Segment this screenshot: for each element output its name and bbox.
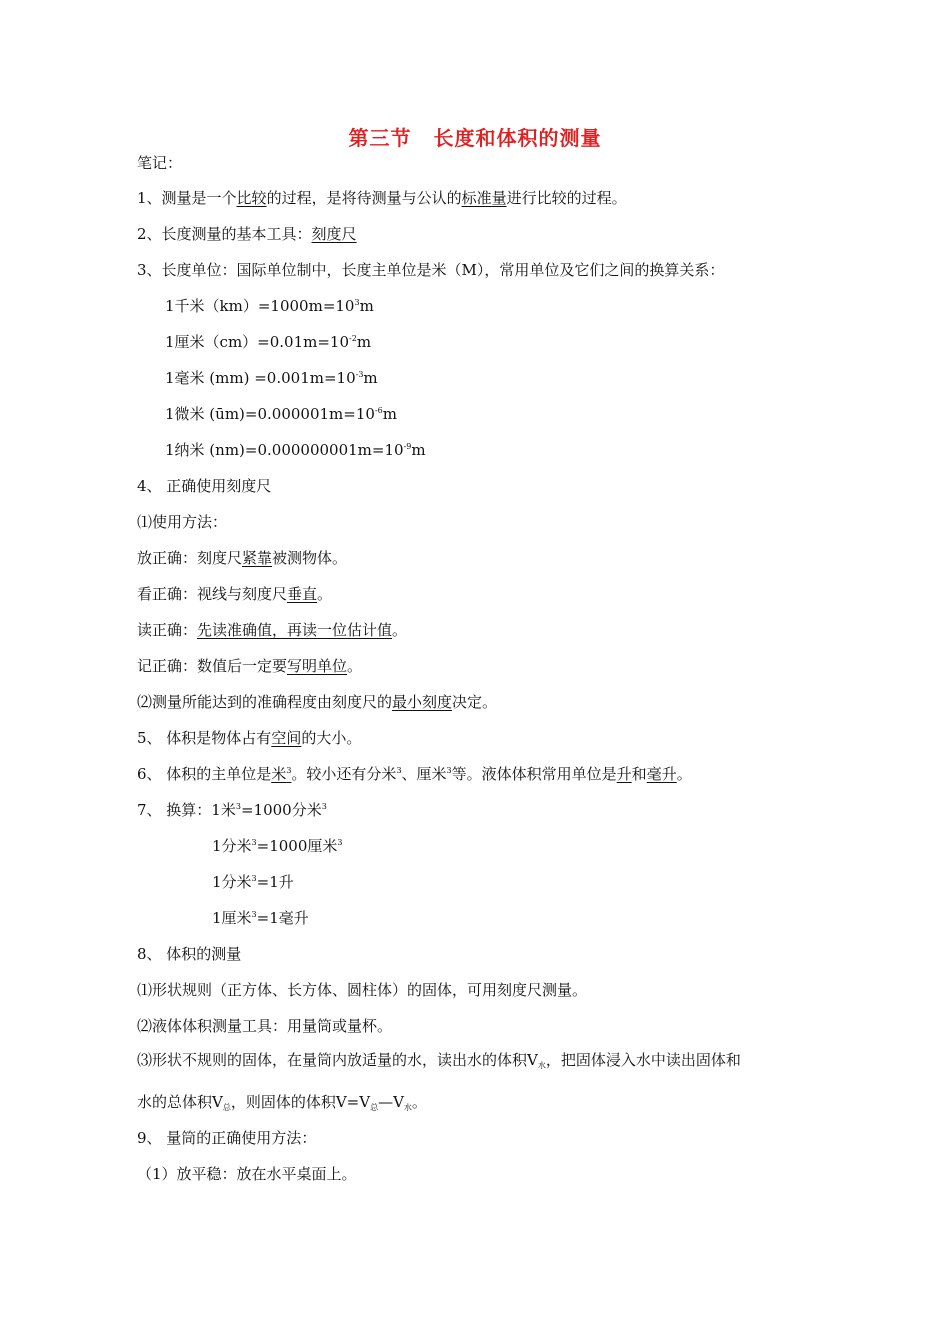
unit-um: 1微米 $(ūm)=0.000001m=10^{-6}m$ — [165, 405, 397, 423]
note-4-1: ⑴使用方法： — [137, 513, 228, 531]
unit-mm: 1毫米 $(mm) =0.001m=10^{-3}m$ — [165, 369, 378, 387]
conversion-2: 1分米$^3$=1000厘米$^3$ — [212, 837, 343, 855]
notes-label: 笔记： — [137, 154, 183, 172]
note-8-3-cont: 水的总体积$V_总$，则固体的体积$V=V_总—V_水$。 — [137, 1093, 427, 1112]
conversion-4: 1厘米$^3$=1毫升 — [212, 909, 309, 927]
title-topic: 长度和体积的测量 — [433, 126, 602, 150]
note-5: 5、 体积是物体占有空间的大小。 — [137, 729, 362, 747]
note-3: 3、长度单位：国际单位制中，长度主单位是米（M），常用单位及它们之间的换算关系： — [137, 261, 725, 279]
note-4-2: ⑵测量所能达到的准确程度由刻度尺的最小刻度决定。 — [137, 693, 498, 711]
page-title — [0, 122, 950, 151]
note-8-1: ⑴形状规则（正方体、长方体、圆柱体）的固体，可用刻度尺测量。 — [137, 981, 588, 999]
conversion-3: 1分米$^3$=1升 — [212, 873, 294, 891]
unit-cm: 1厘米$(cm)=0.01m=10^{-2}m$ — [165, 333, 372, 351]
unit-nm: 1纳米 $(nm)=0.000000001m=10^{-9}m$ — [165, 441, 426, 459]
rule-place: 放正确：刻度尺紧靠被测物体。 — [137, 549, 348, 567]
rule-look: 看正确：视线与刻度尺垂直。 — [137, 585, 333, 603]
note-4: 4、 正确使用刻度尺 — [137, 477, 272, 495]
title-section: 第三节 — [348, 126, 412, 150]
note-9-1: （1）放平稳：放在水平桌面上。 — [137, 1165, 357, 1183]
note-8: 8、 体积的测量 — [137, 945, 242, 963]
note-7: 7、 换算：1米$^3$=1000分米$^3$ — [137, 801, 327, 819]
note-1: 1、测量是一个比较的过程，是将待测量与公认的标准量进行比较的过程。 — [137, 189, 627, 207]
note-2: 2、长度测量的基本工具：刻度尺 — [137, 225, 357, 243]
note-6: 6、 体积的主单位是米$^3$。较小还有分米$^3$、厘米$^3$等。液体体积常用单位是升和毫升。 — [137, 765, 692, 783]
rule-read: 读正确：先读准确值，再读一位估计值。 — [137, 621, 408, 639]
note-9: 9、 量筒的正确使用方法： — [137, 1129, 317, 1147]
unit-km: 1千米$(km)=1000m=10^3m$ — [165, 297, 374, 315]
note-8-2: ⑵液体体积测量工具：用量筒或量杯。 — [137, 1017, 393, 1035]
note-8-3: ⑶形状不规则的固体，在量筒内放适量的水，读出水的体积$V_水$，把固体浸入水中读出固体和 — [137, 1051, 741, 1070]
rule-record: 记正确：数值后一定要写明单位。 — [137, 657, 363, 675]
